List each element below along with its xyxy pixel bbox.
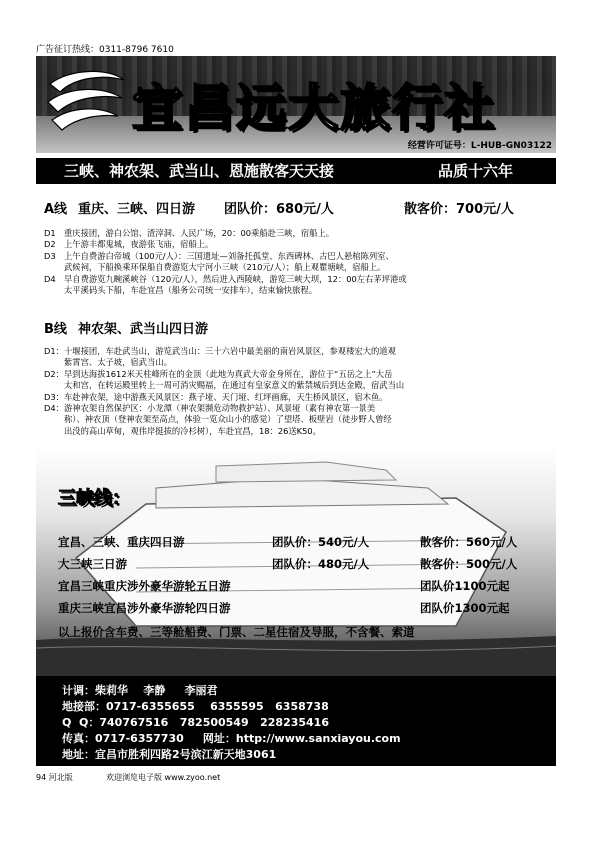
page-number: 94 河北版 (36, 773, 73, 782)
contact-planners: 计调：柴莉华 李静 李丽君 (62, 684, 218, 697)
contact-address: 地址：宜昌市胜利四路2号滨江新天地3061 (62, 748, 277, 761)
line-a-title (44, 198, 554, 217)
ad-hotline: 广告征订热线：0311-8796 7610 (36, 45, 174, 55)
contact-qq: Q Q：740767516 782500549 228235416 (62, 716, 329, 729)
gorges-row-2-group: 团队价：480元/人 (272, 557, 370, 571)
line-b-day-4-line (44, 403, 554, 414)
line-a-day-tag (44, 262, 64, 273)
line-b-day-1-line (44, 346, 554, 357)
line-a-day-tag: D2 (44, 239, 56, 250)
line-b-day-4-line (44, 426, 554, 437)
line-a-day-text: 太平溪码头下船，车赴宜昌（船务公司统一安排车），结束愉快旅程。 (64, 285, 318, 296)
three-gorges-title: 三峡线： (58, 488, 130, 509)
line-b-day-text: 称）、神农顶（登神农架至高点，体验一览众山小的感觉）了望塔、板壁岩（徒步野人曾经 (64, 414, 392, 425)
line-a-day-tag (44, 285, 64, 296)
line-b-day-1-line (44, 357, 554, 368)
gorges-row-2-individual: 散客价：500元/人 (420, 557, 518, 571)
tagline-services: 三峡、神农架、武当山、恩施散客天天接 (64, 162, 335, 180)
line-a-day-text: 早自费游览九畹溪峡谷（120元/人），然后进入西陵峡，游览三峡大坝，12：00左右茅坪港或 (64, 273, 407, 284)
line-a-day-text: 上午自费游白帝城（100元/人）：三国遗址—刘备托孤堂、东西碑林、古巴人悬棺陈列室、 (64, 250, 394, 261)
license-number: 经营许可证号：L-HUB-GN03122 (407, 141, 552, 151)
line-b-day-text: 早到达海拔1612米天柱峰所在的金顶（此地为真武大帝金身所在，游位于“五岳之上”大岳 (64, 368, 393, 379)
gorges-row-4-group: 团队价1300元起 (420, 601, 510, 615)
price-note: 以上报价含车费、三等舱船费、门票、二星住宿及导服，不含餐、索道 (58, 625, 415, 639)
header-banner (36, 56, 556, 153)
line-b-day-3-line (44, 392, 554, 403)
company-name: 宜昌远大旅行社 (132, 79, 496, 137)
gorges-row-2-name: 大三峡三日游 (58, 557, 127, 571)
line-b-day-tag: D2： (44, 368, 64, 379)
line-a-day-text: 重庆接团，游白公馆、渣滓洞、人民广场，20：00乘船赴三峡，宿船上。 (64, 228, 335, 238)
contact-fax-website[interactable]: 传真：0717-6357730 网址：http://www.sanxiayou.com (62, 732, 401, 745)
line-a-itinerary (44, 228, 554, 296)
tagline-bar (36, 158, 556, 184)
line-b-day-tag (44, 426, 64, 437)
ebook-link[interactable]: 欢迎浏览电子版 www.zyoo.net (106, 773, 221, 782)
line-b-day-2-line (44, 369, 554, 380)
gorges-row-1-individual: 散客价：560元/人 (420, 535, 518, 549)
line-a-day-3-line (44, 251, 554, 262)
line-a-day-text: 武候祠，下船换乘环保船自费游览大宁河小三峡（210元/人）；船上观瞿塘峡，宿船上。 (64, 262, 386, 273)
line-b-title (44, 318, 554, 337)
line-b-day-tag: D3： (44, 391, 64, 402)
line-b-day-text: 太和宫，在转运殿里转上一周可消灾赐福，在通过有皇家意义的紫禁城后到达金殿，宿武当山 (64, 380, 405, 391)
line-a-individual-price: 散客价：700元/人 (404, 202, 514, 217)
line-b-day-2-line (44, 380, 554, 391)
line-a-day-text: 上午游丰都鬼城，夜游张飞庙，宿船上。 (64, 239, 214, 250)
line-b-day-text: 车赴神农架，途中游燕天风景区：燕子垭、天门垭、红坪画廊，天生桥风景区，宿木鱼。 (64, 391, 388, 402)
gorges-row-3-name: 宜昌三峡重庆涉外豪华游轮五日游 (58, 579, 231, 593)
line-a-day-tag: D1 (44, 228, 56, 238)
gorges-row-4-name: 重庆三峡宜昌涉外豪华游轮四日游 (58, 601, 231, 615)
gorges-row-3-group: 团队价1100元起 (420, 579, 510, 593)
line-b-code: B线 (44, 322, 67, 337)
line-b-day-text: 游神农架自然保护区：小龙潭（神农架濒危动物救护站）、风景垭（素有神农第一景美 (64, 403, 376, 414)
line-b-day-tag: D4： (44, 403, 64, 414)
gorges-row-1-name: 宜昌、三峡、重庆四日游 (58, 535, 185, 549)
line-a-day-2-line (44, 239, 554, 250)
line-a-day-tag: D4 (44, 273, 56, 284)
line-b-day-tag (44, 380, 64, 391)
line-a-day-4-line (44, 274, 554, 285)
line-b-day-tag (44, 357, 64, 368)
line-a-day-1-line (44, 228, 554, 239)
line-a-day-3-line (44, 262, 554, 273)
line-b-itinerary (44, 346, 554, 437)
line-a-day-4-line (44, 285, 554, 296)
line-b-day-tag (44, 414, 64, 425)
line-a-day-tag: D3 (44, 250, 56, 261)
gorges-row-1-group: 团队价：540元/人 (272, 535, 370, 549)
line-b-day-text: 紫霄宫、太子坡，宿武当山。 (64, 357, 172, 368)
line-b-day-text: 出没的高山草甸，观伟岸挺拔的冷杉树），车赴宜昌，18：26送K50。 (64, 425, 321, 436)
line-a-code: A线 (44, 202, 68, 217)
line-a-name: 重庆、三峡、四日游 (78, 202, 196, 217)
line-b-day-tag: D1： (44, 346, 64, 356)
line-a-group-price: 团队价：680元/人 (224, 202, 334, 217)
line-b-name: 神农架、武当山四日游 (78, 322, 209, 337)
tagline-quality: 品质十六年 (438, 162, 514, 180)
contact-ground-dept: 地接部：0717-6355655 6355595 6358738 (62, 700, 329, 713)
swoosh-logo-icon (44, 66, 128, 136)
line-b-day-text: 十堰接团，车赴武当山，游览武当山：三十六岩中最美丽的南岩风景区，参观楼宏大的道观 (64, 346, 396, 356)
contact-block (36, 676, 556, 766)
line-b-day-4-line (44, 414, 554, 425)
